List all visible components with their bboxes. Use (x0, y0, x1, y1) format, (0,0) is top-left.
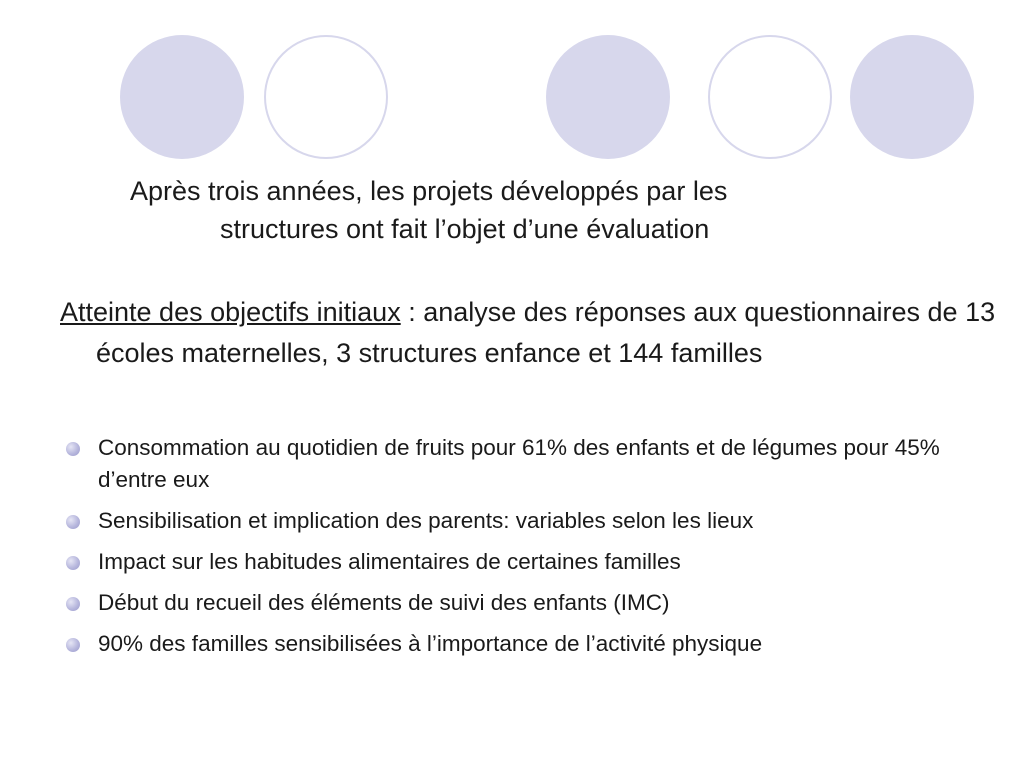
bullet-text: 90% des familles sensibilisées à l’importance de l’activité physique (98, 631, 763, 656)
bullet-text: Impact sur les habitudes alimentaires de certaines familles (98, 549, 681, 574)
decorative-circle-outline (708, 35, 832, 159)
lead-text: : analyse des réponses aux questionnaires de 13 écoles maternelles, 3 structures enfance et 144 familles (96, 297, 996, 368)
lead-paragraph (60, 292, 996, 374)
bullet-item (60, 587, 960, 619)
bullet-dot-icon (66, 597, 80, 611)
decorative-circle-filled (850, 35, 974, 159)
bullet-list (60, 432, 960, 669)
decorative-circle-filled (120, 35, 244, 159)
decorative-circle-filled (546, 35, 670, 159)
bullet-dot-icon (66, 556, 80, 570)
slide-title-line-2: structures ont fait l’objet d’une évaluation (220, 214, 710, 244)
bullet-item (60, 546, 960, 578)
bullet-dot-icon (66, 515, 80, 529)
bullet-text: Sensibilisation et implication des parents: variables selon les lieux (98, 508, 754, 533)
bullet-item (60, 628, 960, 660)
bullet-dot-icon (66, 442, 80, 456)
bullet-item (60, 505, 960, 537)
slide-title-line-1: Après trois années, les projets développés par les (130, 176, 728, 206)
bullet-item (60, 432, 960, 496)
lead-underlined-heading: Atteinte des objectifs initiaux (60, 297, 401, 327)
bullet-text: Consommation au quotidien de fruits pour 61% des enfants et de légumes pour 45% d’entre eux (98, 435, 940, 492)
bullet-dot-icon (66, 638, 80, 652)
slide-title (130, 172, 910, 248)
decorative-circle-outline (264, 35, 388, 159)
bullet-text: Début du recueil des éléments de suivi des enfants (IMC) (98, 590, 670, 615)
